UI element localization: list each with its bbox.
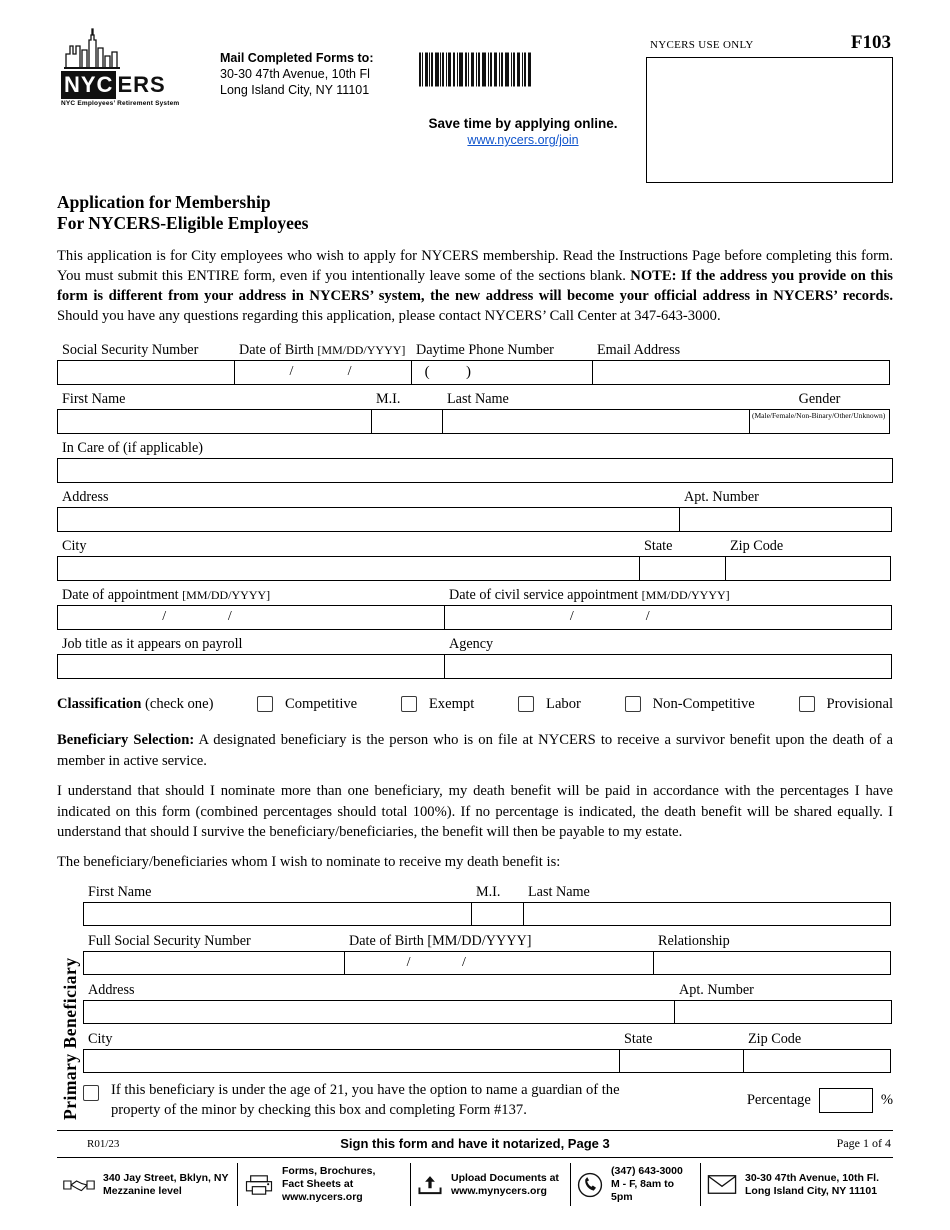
gender-options-note: (Male/Female/Non-Binary/Other/Unknown) [752, 411, 886, 420]
job-title-input[interactable] [57, 654, 445, 679]
footer-office-line1: 340 Jay Street, Bklyn, NY [103, 1171, 229, 1184]
bene-state-label: State [624, 1031, 653, 1047]
classification-option-provisional[interactable] [799, 696, 893, 713]
field-last-name [442, 391, 750, 434]
field-ssn [57, 342, 235, 385]
printer-icon [244, 1174, 274, 1196]
mail-to-address-line2: Long Island City, NY 11101 [220, 83, 370, 97]
page-title [57, 192, 893, 234]
field-bene-first-name [83, 884, 472, 926]
field-bene-city [83, 1031, 620, 1073]
footer-upload-line1: Upload Documents at [451, 1171, 559, 1184]
apt-input[interactable] [679, 507, 892, 532]
revision-code: R01/23 [87, 1137, 120, 1150]
footer-phone-line1: (347) 643-3000 [611, 1165, 683, 1177]
logo-tagline: NYC Employees’ Retirement System [61, 100, 180, 107]
field-bene-relationship [653, 933, 891, 975]
field-zip [725, 538, 891, 581]
member-row-7 [57, 636, 893, 679]
agency-label: Agency [449, 636, 494, 652]
percentage-label: Percentage [746, 1092, 811, 1108]
guardian-text: If this beneficiary is under the age of 21, you have the option to name a guardian of the property of the minor by checking this box and completing Form #137. [111, 1082, 620, 1118]
page-number: Page 1 of 4 [836, 1136, 891, 1150]
field-first-name [57, 391, 372, 434]
non-competitive-checkbox[interactable] [625, 696, 641, 712]
intro-part2: Should you have any questions regarding this application, please contact NYCERS’ Call Center at 347-643-3000. [57, 308, 721, 324]
intro-paragraph [57, 246, 893, 326]
bene-ssn-label: Full Social Security Number [88, 933, 251, 949]
bene-city-input[interactable] [83, 1049, 620, 1073]
zip-label: Zip Code [730, 538, 784, 554]
bene-dob-input[interactable] [344, 951, 654, 975]
ssn-label: Social Security Number [62, 342, 199, 358]
guardian-checkbox[interactable] [83, 1085, 99, 1101]
bene-address-label: Address [88, 982, 135, 998]
form-number: F103 [850, 32, 891, 53]
ssn-input[interactable] [57, 360, 235, 385]
field-appointment-date [57, 587, 445, 630]
handshake-icon [63, 1175, 95, 1195]
logo-nyc-text: NYC [61, 71, 116, 99]
footer-cell-forms [237, 1163, 410, 1206]
state-input[interactable] [639, 556, 726, 581]
slash: / [162, 609, 167, 624]
bene-state-input[interactable] [619, 1049, 744, 1073]
percentage-group [747, 1088, 893, 1113]
footer-upload-line2: www.mynycers.org [451, 1184, 547, 1197]
member-row-2 [57, 391, 893, 434]
office-use-area [646, 32, 893, 183]
nycers-use-only-label: NYCERS USE ONLY [650, 39, 754, 51]
appointment-date-format: [MM/DD/YYYY] [182, 588, 271, 602]
slash: / [569, 609, 574, 624]
field-bene-address [83, 982, 675, 1024]
classification-option-exempt[interactable] [401, 696, 474, 713]
classification-option-competitive[interactable] [257, 696, 357, 713]
bene-apt-label: Apt. Number [679, 982, 754, 998]
footer-mail-line1: 30-30 47th Avenue, 10th Fl. [745, 1171, 880, 1184]
bene-mi-input[interactable] [471, 902, 524, 926]
footer-forms-line1: Forms, Brochures, [282, 1165, 376, 1177]
gender-input[interactable] [749, 409, 890, 434]
competitive-checkbox[interactable] [257, 696, 273, 712]
email-input[interactable] [592, 360, 890, 385]
beneficiary-selection-bold: Beneficiary Selection: [57, 732, 195, 748]
apply-online-text: Save time by applying online. [428, 116, 618, 131]
slash: / [227, 609, 232, 624]
skyline-icon [61, 28, 221, 70]
member-row-3 [57, 440, 893, 483]
classification-option-non-competitive[interactable] [625, 696, 755, 713]
address-label: Address [62, 489, 109, 505]
footer-cell-office [57, 1163, 237, 1206]
exempt-label: Exempt [428, 695, 475, 712]
dob-label: Date of Birth [239, 342, 314, 358]
exempt-checkbox[interactable] [401, 696, 417, 712]
field-bene-state [619, 1031, 744, 1073]
appointment-date-input[interactable] [57, 605, 445, 630]
field-phone [411, 342, 593, 385]
classification-label [57, 696, 257, 713]
slash: / [406, 955, 411, 970]
apply-online-block [373, 116, 673, 149]
field-care-of [57, 440, 893, 483]
percent-sign: % [880, 1092, 893, 1108]
intro-part1: This application is for City employees who wish to apply for NYCERS membership. Read the Instructions Page before completing this form. You must submit this ENTIRE form, even if you intentionally leave some of the sections blank. [57, 248, 893, 284]
beneficiary-selection-paragraph [57, 730, 893, 771]
bene-city-label: City [88, 1031, 113, 1047]
classification-label-rest: (check one) [141, 695, 214, 712]
city-label: City [62, 538, 87, 554]
title-line1: Application for Membership [57, 192, 271, 212]
mi-label: M.I. [376, 391, 401, 407]
primary-beneficiary-label: Primary Beneficiary [59, 957, 80, 1120]
footer-mail-line2: Long Island City, NY 11101 [745, 1184, 878, 1197]
beneficiary-row-4 [83, 1031, 893, 1073]
slash: / [462, 955, 466, 970]
mi-input[interactable] [371, 409, 443, 434]
bene-address-input[interactable] [83, 1000, 675, 1024]
field-bene-dob [344, 933, 654, 975]
slash: / [645, 609, 650, 624]
provisional-checkbox[interactable] [799, 696, 815, 712]
field-bene-zip [743, 1031, 891, 1073]
gender-label: Gender [798, 391, 841, 407]
footer-forms-line2: Fact Sheets at [282, 1178, 354, 1190]
non-competitive-label: Non-Competitive [652, 695, 755, 712]
field-city [57, 538, 640, 581]
care-of-label: In Care of (if applicable) [62, 440, 204, 456]
bene-relationship-input[interactable] [653, 951, 891, 975]
paren-close: ) [466, 364, 471, 380]
field-bene-ssn [83, 933, 345, 975]
member-row-6 [57, 587, 893, 630]
footer-cell-upload [410, 1163, 570, 1206]
nycers-logo [61, 28, 221, 107]
phone-icon [577, 1172, 603, 1198]
member-row-5 [57, 538, 893, 581]
beneficiary-understanding-paragraph: I understand that should I nominate more than one beneficiary, my death benefit will be paid in accordance with the percentages I have indicated on this form (combined percentages should total 100%). If no percentage is indicated, the death benefit will be shared equally. I understand that should I survive the beneficiary/beneficiaries, the benefit will then be payable to my estate. [57, 783, 893, 840]
bene-zip-input[interactable] [743, 1049, 891, 1073]
footer-office-line2: Mezzanine level [103, 1184, 182, 1197]
labor-checkbox[interactable] [518, 696, 534, 712]
first-name-input[interactable] [57, 409, 372, 434]
agency-input[interactable] [444, 654, 892, 679]
first-name-label: First Name [62, 391, 126, 407]
title-line2: For NYCERS-Eligible Employees [57, 213, 309, 233]
beneficiary-row-1 [83, 884, 893, 926]
field-bene-mi [471, 884, 524, 926]
civil-service-date-label: Date of civil service appointment [449, 587, 639, 603]
logo-ers-text: ERS [117, 72, 166, 97]
field-agency [444, 636, 892, 679]
bene-first-name-input[interactable] [83, 902, 472, 926]
classification-row [57, 693, 893, 715]
bene-last-name-label: Last Name [528, 884, 590, 900]
field-civil-service-date [444, 587, 892, 630]
slash: / [289, 364, 294, 379]
civil-service-date-format: [MM/DD/YYYY] [641, 588, 730, 602]
primary-beneficiary-side [57, 884, 83, 1120]
member-row-4 [57, 489, 893, 532]
appointment-date-label: Date of appointment [62, 587, 179, 603]
last-name-input[interactable] [442, 409, 750, 434]
last-name-label: Last Name [447, 391, 509, 407]
field-dob [234, 342, 412, 385]
field-job-title [57, 636, 445, 679]
classification-option-labor[interactable] [518, 696, 581, 713]
job-title-label: Job title as it appears on payroll [62, 636, 243, 652]
bene-first-name-label: First Name [88, 884, 152, 900]
footer-sign-row [57, 1130, 893, 1151]
beneficiary-nominate-line: The beneficiary/beneficiaries whom I wish to nominate to receive my death benefit is: [57, 853, 561, 870]
upload-icon [417, 1174, 443, 1196]
mail-to-block [220, 50, 373, 98]
bene-apt-input[interactable] [674, 1000, 892, 1024]
field-mi [371, 391, 443, 434]
competitive-label: Competitive [285, 695, 358, 712]
apply-online-link[interactable]: www.nycers.org/join [467, 133, 579, 147]
bene-mi-label: M.I. [476, 884, 501, 900]
notarize-note: Sign this form and have it notarized, Page 3 [340, 1136, 610, 1151]
bene-zip-label: Zip Code [748, 1031, 802, 1047]
nycers-use-only-box [646, 57, 893, 183]
envelope-icon [707, 1174, 737, 1195]
field-email [592, 342, 890, 385]
beneficiary-selection-text: A designated beneficiary is the person who is on file at NYCERS to receive a survivor benefit upon the death of a member in active service. [57, 732, 893, 769]
provisional-label: Provisional [826, 695, 893, 712]
footer-forms-line3: www.nycers.org [282, 1191, 363, 1203]
beneficiary-row-3 [83, 982, 893, 1024]
labor-label: Labor [546, 695, 581, 712]
footer-cell-phone [570, 1163, 700, 1206]
city-input[interactable] [57, 556, 640, 581]
email-label: Email Address [597, 342, 681, 358]
field-state [639, 538, 726, 581]
slash: / [347, 364, 352, 379]
bene-dob-label: Date of Birth [MM/DD/YYYY] [349, 933, 532, 949]
zip-input[interactable] [725, 556, 891, 581]
field-bene-apt [674, 982, 892, 1024]
apt-label: Apt. Number [684, 489, 759, 505]
member-row-1 [57, 342, 893, 385]
phone-input[interactable] [411, 360, 593, 385]
footer-cell-mail [700, 1163, 893, 1206]
bene-ssn-input[interactable] [83, 951, 345, 975]
state-label: State [644, 538, 673, 554]
percentage-input[interactable] [819, 1088, 873, 1113]
classification-label-bold: Classification [57, 695, 142, 712]
intro-note: NOTE: If the address you provide on this form is different from your address in NYCERS’ system, the new address will become your official address in NYCERS’ records. [57, 268, 893, 304]
address-input[interactable] [57, 507, 680, 532]
beneficiary-row-2 [83, 933, 893, 975]
field-address [57, 489, 680, 532]
field-gender [749, 391, 890, 434]
footer-contact-bar [57, 1157, 893, 1206]
field-apt [679, 489, 892, 532]
care-of-input[interactable] [57, 458, 893, 483]
primary-beneficiary-section [57, 884, 893, 1120]
barcode [419, 52, 531, 87]
field-bene-last-name [523, 884, 891, 926]
mail-to-label: Mail Completed Forms to: [220, 51, 374, 65]
header [57, 28, 893, 184]
civil-service-date-input[interactable] [444, 605, 892, 630]
dob-input[interactable] [234, 360, 412, 385]
bene-relationship-label: Relationship [658, 933, 730, 949]
mail-to-address-line1: 30-30 47th Avenue, 10th Fl [220, 67, 370, 81]
paren-open: ( [424, 364, 430, 380]
bene-last-name-input[interactable] [523, 902, 891, 926]
dob-format: [MM/DD/YYYY] [317, 343, 406, 357]
footer-phone-line2: M - F, 8am to 5pm [611, 1178, 675, 1203]
guardian-option-row [83, 1081, 893, 1120]
phone-label: Daytime Phone Number [416, 342, 554, 358]
